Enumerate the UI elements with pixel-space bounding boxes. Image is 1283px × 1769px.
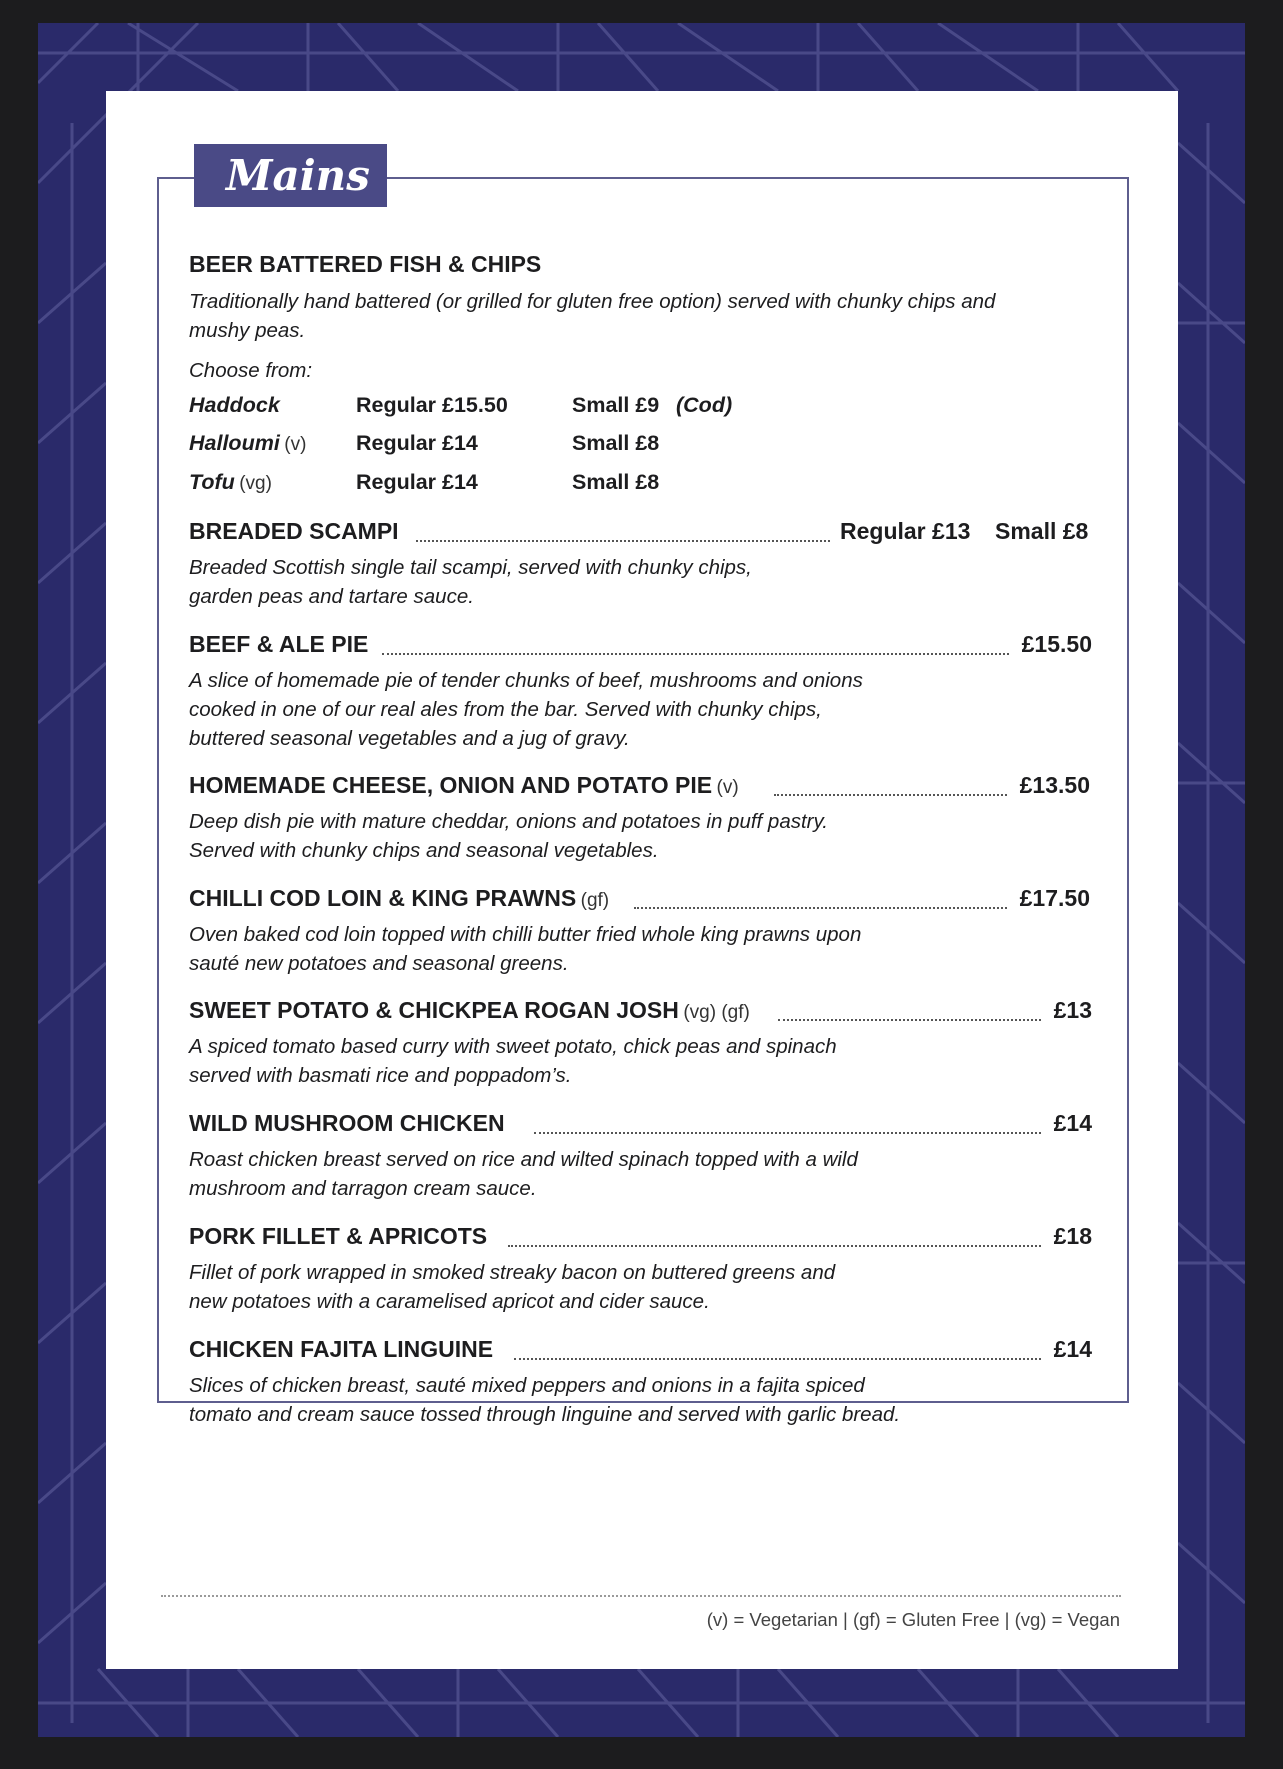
- section-title: Mains: [226, 151, 370, 200]
- dish-price: £17.50: [1019, 885, 1090, 911]
- dish-description: [189, 1258, 835, 1316]
- option-regular-price: Regular £14: [356, 470, 478, 494]
- dietary-legend: (v) = Vegetarian | (gf) = Gluten Free | (vg) = Vegan: [706, 1609, 1120, 1630]
- description-line: Fillet of pork wrapped in smoked streaky bacon on buttered greens and: [189, 1261, 836, 1284]
- dish-heading: [189, 885, 609, 912]
- dotted-leader: [534, 1132, 1041, 1134]
- dish-description: [189, 807, 828, 865]
- dish-name-rogan-josh: SWEET POTATO & CHICKPEA ROGAN JOSH: [189, 997, 679, 1023]
- dotted-leader: [508, 1245, 1041, 1247]
- dish-name-scampi: BREADED SCAMPI: [189, 518, 399, 544]
- option-small-price: Small £8: [572, 470, 660, 494]
- dietary-tag: (vg): [239, 473, 272, 494]
- dietary-tag: (vg) (gf): [683, 1002, 750, 1023]
- option-row: [189, 431, 306, 456]
- description-line: mushroom and tarragon cream sauce.: [189, 1177, 537, 1200]
- dish-heading: [189, 772, 739, 799]
- dish-description: [189, 920, 861, 978]
- dish-price: £14: [1053, 1110, 1092, 1136]
- option-name: Halloumi: [189, 431, 280, 455]
- dish-description: [189, 1371, 900, 1429]
- menu-page: [106, 91, 1178, 1669]
- dish-heading: [189, 997, 750, 1024]
- description-line: cooked in one of our real ales from the bar. Served with chunky chips,: [189, 698, 822, 721]
- dietary-tag: (v): [284, 434, 307, 455]
- dish-name-wild-mushroom-chicken: WILD MUSHROOM CHICKEN: [189, 1110, 505, 1136]
- option-note: (Cod): [676, 393, 733, 417]
- dish-description: [189, 287, 1109, 345]
- dotted-leader: [774, 794, 1007, 796]
- dish-name-fish-chips: BEER BATTERED FISH & CHIPS: [189, 251, 542, 277]
- description-line: Breaded Scottish single tail scampi, served with chunky chips,: [189, 556, 752, 579]
- description-line: A slice of homemade pie of tender chunks of beef, mushrooms and onions: [189, 669, 863, 692]
- dish-description: [189, 666, 863, 753]
- choose-label: Choose from:: [189, 359, 313, 382]
- dish-name-chicken-fajita: CHICKEN FAJITA LINGUINE: [189, 1336, 494, 1362]
- option-row: [189, 393, 280, 418]
- dish-price-small: Small £8: [995, 518, 1089, 544]
- description-line: mushy peas.: [189, 319, 306, 342]
- dietary-tag: (gf): [580, 890, 610, 911]
- dish-description: [189, 1032, 837, 1090]
- dish-name-cheese-pie: HOMEMADE CHEESE, ONION AND POTATO PIE: [189, 772, 713, 798]
- description-line: Roast chicken breast served on rice and wilted spinach topped with a wild: [189, 1148, 858, 1171]
- footer-dotted-divider: [161, 1595, 1121, 1597]
- option-small-price: Small £8: [572, 431, 660, 455]
- option-name: Haddock: [189, 393, 280, 417]
- description-line: served with basmati rice and poppadom’s.: [189, 1064, 572, 1087]
- dish-price: £14: [1053, 1336, 1092, 1362]
- description-line: tomato and cream sauce tossed through linguine and served with garlic bread.: [189, 1403, 901, 1426]
- dotted-leader: [634, 907, 1007, 909]
- description-line: Oven baked cod loin topped with chilli butter fried whole king prawns upon: [189, 923, 862, 946]
- dietary-tag: (v): [716, 777, 739, 798]
- dish-name-beef-ale-pie: BEEF & ALE PIE: [189, 631, 369, 657]
- dotted-leader: [382, 653, 1009, 655]
- section-title-tab: [194, 144, 387, 207]
- dish-description: [189, 1145, 858, 1203]
- description-line: garden peas and tartare sauce.: [189, 585, 474, 608]
- description-line: Traditionally hand battered (or grilled for gluten free option) served with chunky chips and: [189, 290, 996, 313]
- dish-price: £13: [1053, 997, 1092, 1023]
- dotted-leader: [514, 1358, 1041, 1360]
- dish-price: £18: [1053, 1223, 1092, 1249]
- dish-name-pork-fillet: PORK FILLET & APRICOTS: [189, 1223, 488, 1249]
- dish-price: £15.50: [1021, 631, 1092, 657]
- option-regular-price: Regular £15.50: [356, 393, 508, 417]
- option-small-price: Small £9: [572, 393, 660, 417]
- dotted-leader: [416, 540, 830, 542]
- description-line: Served with chunky chips and seasonal vegetables.: [189, 839, 659, 862]
- option-name: Tofu: [189, 470, 235, 494]
- option-regular-price: Regular £14: [356, 431, 478, 455]
- description-line: Slices of chicken breast, sauté mixed peppers and onions in a fajita spiced: [189, 1374, 865, 1397]
- description-line: A spiced tomato based curry with sweet potato, chick peas and spinach: [189, 1035, 837, 1058]
- dish-name-chilli-cod: CHILLI COD LOIN & KING PRAWNS: [189, 885, 577, 911]
- description-line: new potatoes with a caramelised apricot and cider sauce.: [189, 1290, 710, 1313]
- dish-price: £13.50: [1019, 772, 1090, 798]
- description-line: sauté new potatoes and seasonal greens.: [189, 952, 569, 975]
- description-line: Deep dish pie with mature cheddar, onions and potatoes in puff pastry.: [189, 810, 828, 833]
- dotted-leader: [778, 1019, 1041, 1021]
- dish-price-regular: Regular £13: [840, 518, 971, 544]
- description-line: buttered seasonal vegetables and a jug of gravy.: [189, 727, 630, 750]
- option-row: [189, 470, 272, 495]
- dish-description: [189, 553, 752, 611]
